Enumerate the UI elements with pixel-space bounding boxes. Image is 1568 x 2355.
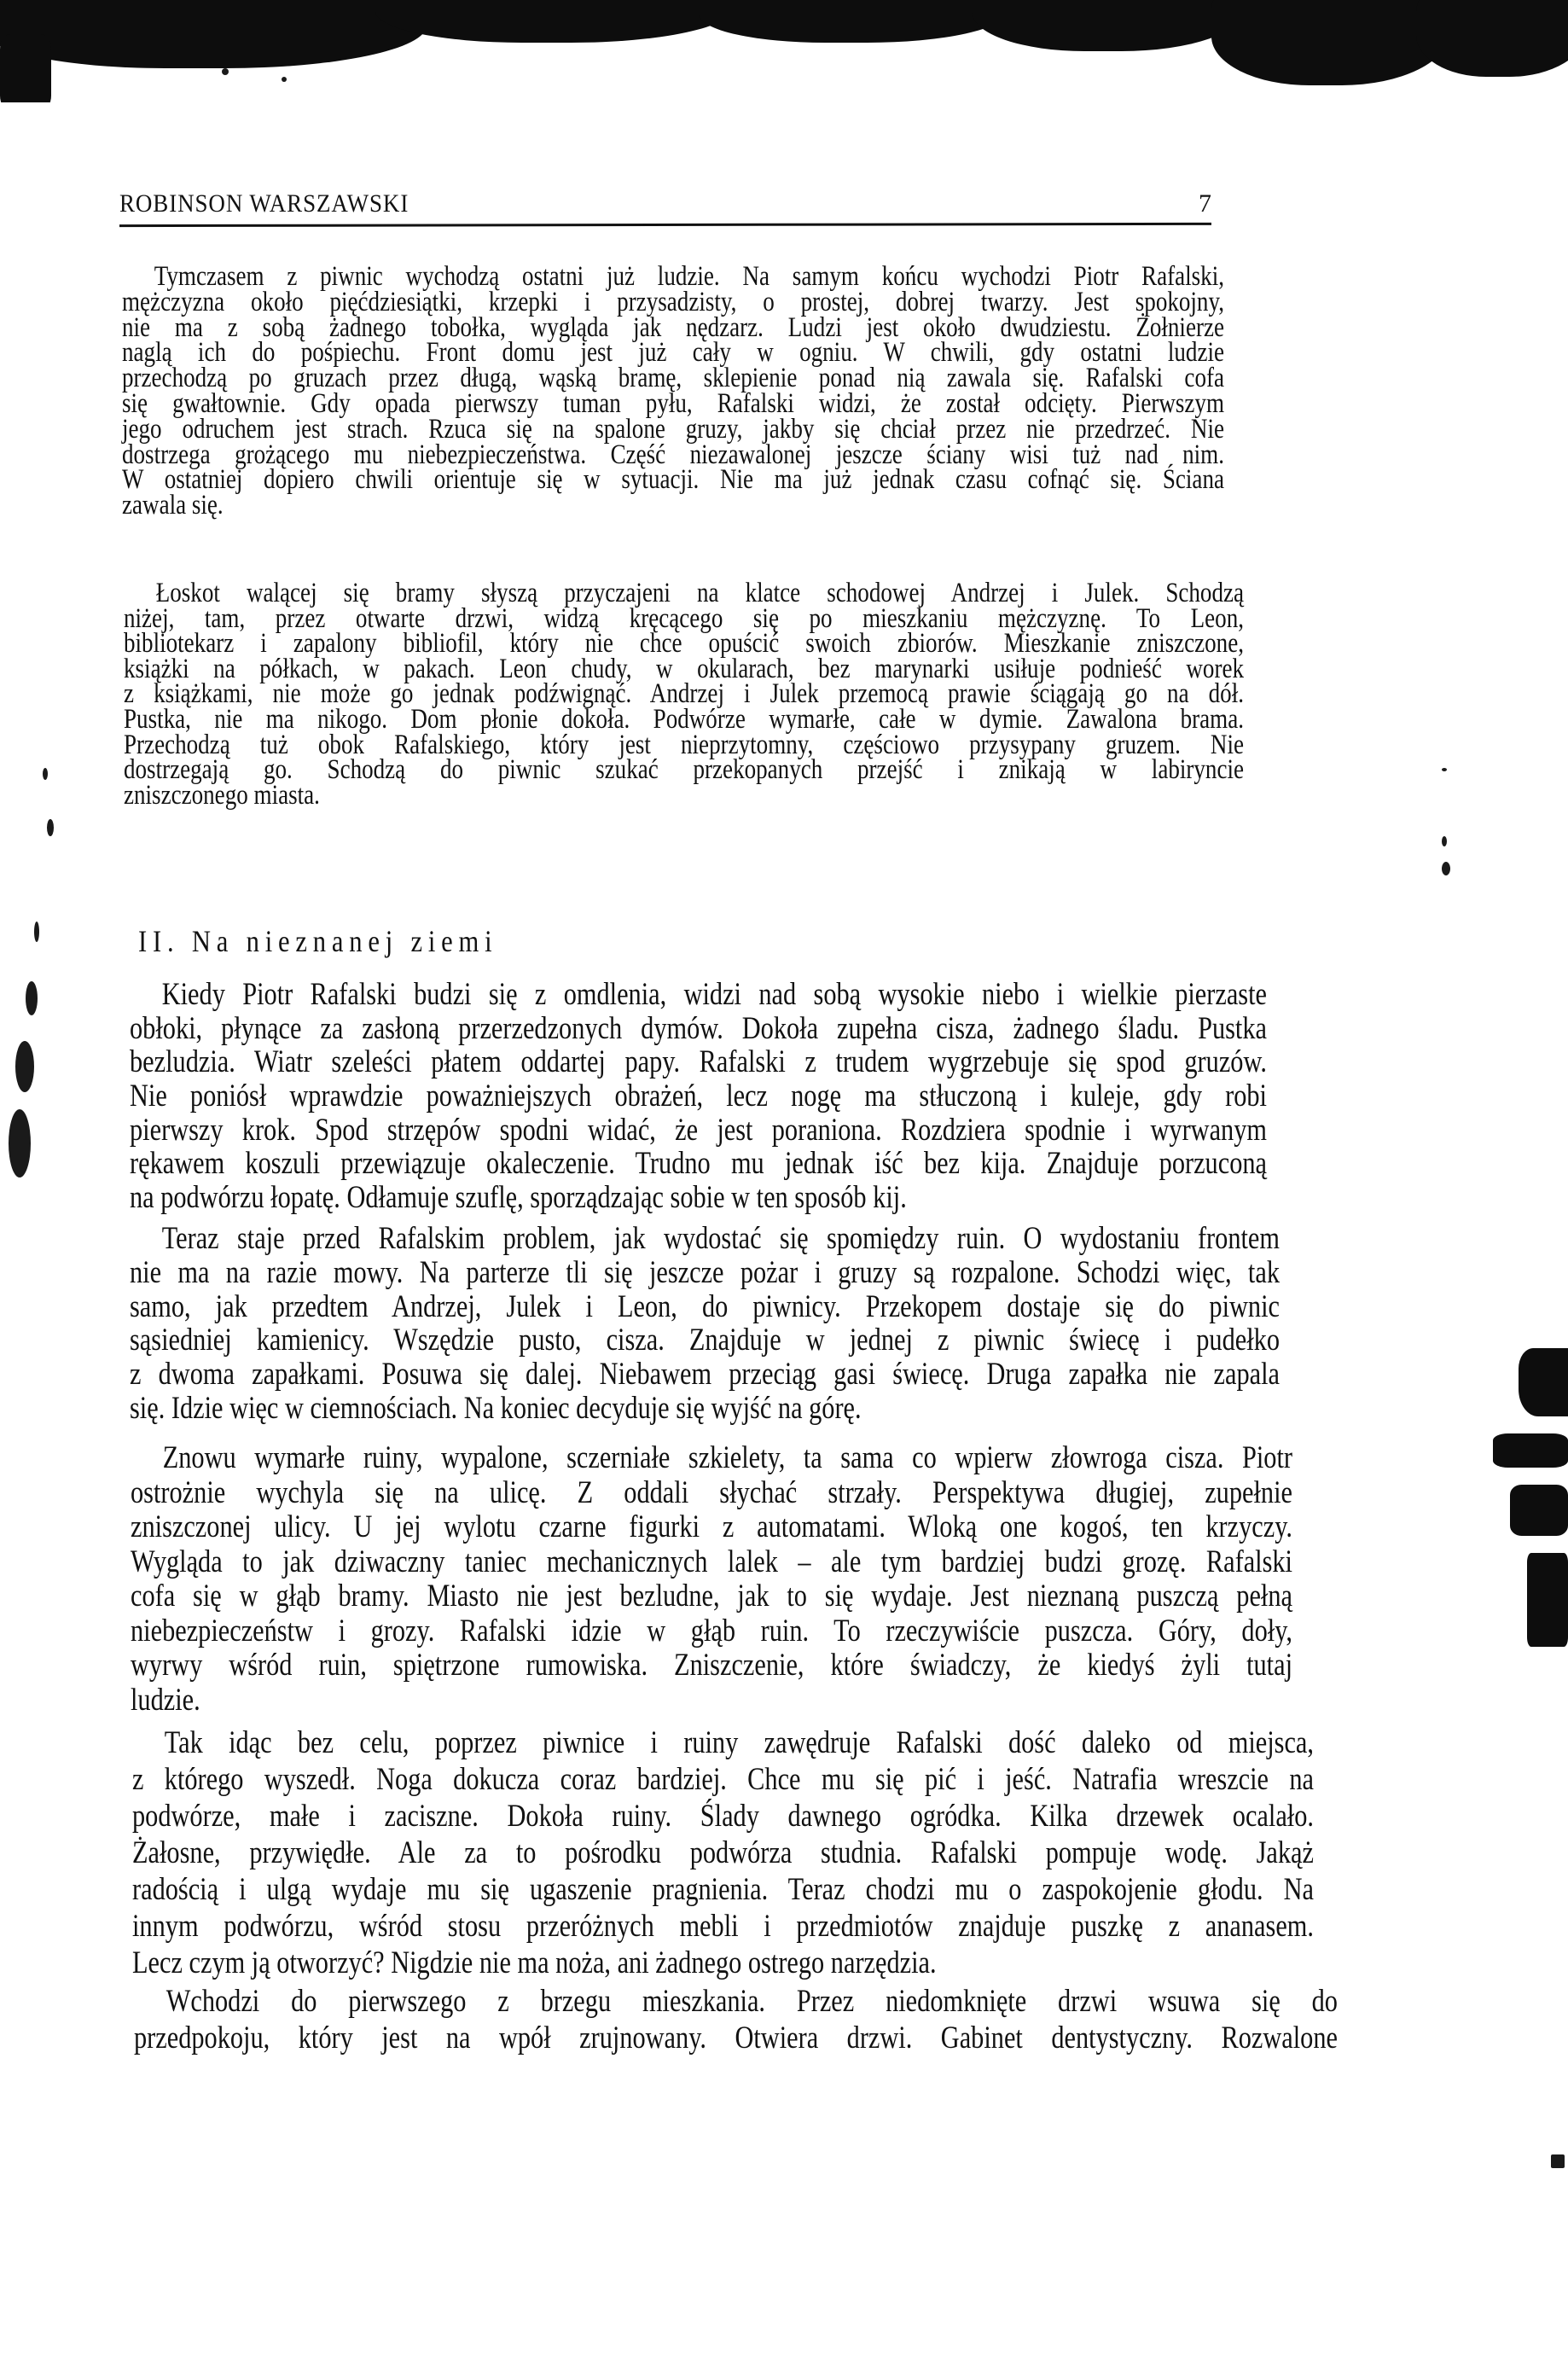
text-line: nie ma z sobą żadnego tobołka, wygląda jak nędzarz. Ludzi jest około dwudziestu. Żołnierze: [122, 311, 1224, 343]
text-line: bezludzia. Wiatr szeleści płatem oddartej papy. Rafalski z trudem wygrzebuje się spod gruzów.: [130, 1044, 1267, 1080]
chapter-heading: II. Na nieznanej ziemi: [138, 924, 498, 958]
text-line: Wchodzi do pierwszego z brzegu mieszkania. Przez niedomknięte drzwi wsuwa się do: [166, 1984, 1338, 2019]
text-line: wyrwy wśród ruin, spiętrzone rumowiska. Zniszczenie, które świadczy, że kiedyś żyli tutaj: [131, 1648, 1292, 1683]
text-line: Nie poniósł wprawdzie poważniejszych obrażeń, lecz nogę ma stłuczoną i kuleje, gdy robi: [130, 1079, 1267, 1114]
text-line: Tymczasem z piwnic wychodzą ostatni już ludzie. Na samym końcu wychodzi Piotr Rafalski,: [154, 261, 1224, 292]
paragraph: [130, 1222, 1532, 1426]
paragraph: [124, 578, 1490, 811]
text-line: samo, jak przedtem Andrzej, Julek i Leon, do piwnicy. Przekopem dostaje się do piwnic: [130, 1288, 1280, 1324]
text-line: Kiedy Piotr Rafalski budzi się z omdlenia, widzi nad sobą wysokie niebo i wielkie pierzaste: [161, 977, 1267, 1012]
text-line: innym podwórzu, wśród stosu przeróżnych mebli i przedmiotów znajduje puszkę z ananasem.: [132, 1909, 1314, 1944]
text-line: niżej, tam, przez otwarte drzwi, widzą kręcącego się po mieszkaniu mężczyznę. To Leon,: [124, 602, 1244, 634]
text-line: Tak idąc bez celu, poprzez piwnice i ruiny zawędruje Rafalski dość daleko od miejsca,: [164, 1725, 1314, 1760]
text-line: podwórze, małe i zaciszne. Dokoła ruiny. Ślady dawnego ogródka. Kilka drzewek ocalało.: [132, 1799, 1314, 1834]
text-line: jego odruchem jest strach. Rzuca się na spalone gruzy, jakby się chciał przez nie przedrzeć. Nie: [122, 413, 1224, 445]
text-line: zniszczonego miasta.: [124, 779, 320, 811]
paragraph: [134, 1983, 1568, 2056]
text-line: przechodzą po gruzach przez długą, wąską bramę, sklepienie ponad nią zawala się. Rafalski cofa: [122, 363, 1224, 394]
text-line: dostrzegają go. Schodzą do piwnic szukać przekopanych przejść i znikają w labiryncie: [124, 754, 1244, 786]
text-line: z dwoma zapałkami. Posuwa się dalej. Niebawem przeciąg gasi świecę. Druga zapałka nie zapala: [130, 1357, 1280, 1393]
text-line: zawala się.: [122, 490, 224, 521]
paragraph: [130, 978, 1517, 1215]
text-line: Teraz staje przed Rafalskim problem, jak wydostać się spomiędzy ruin. O wydostaniu frontem: [161, 1221, 1280, 1256]
text-line: zniszczonej ulicy. U jej wylotu czarne figurki z automatami. Wloką one kogoś, ten krzyczy.: [131, 1509, 1292, 1544]
text-line: Łoskot walącej się bramy słyszą przyczajeni na klatce schodowej Andrzej i Julek. Schodzą: [155, 578, 1244, 608]
text-line: bibliotekarz i zapalony bibliofil, który nie chce opuścić swoich zbiorów. Mieszkanie zniszczone,: [124, 628, 1244, 660]
text-line: Znowu wymarłe ruiny, wypalone, sczerniałe szkielety, ta sama co wpierw złowroga cisza. Piotr: [162, 1440, 1292, 1475]
text-line: przedpokoju, który jest na wpół zrujnowany. Otwiera drzwi. Gabinet dentystyczny. Rozwalone: [134, 2021, 1338, 2056]
text-line: Żałosne, przywiędłe. Ale za to pośrodku podwórza studnia. Rafalski pompuje wodę. Jakąż: [132, 1835, 1314, 1870]
text-line: ludzie.: [131, 1682, 200, 1718]
text-line: ostrożnie wychyla się na ulicę. Z oddali słychać strzały. Perspektywa długiej, zupełnie: [131, 1474, 1292, 1510]
text-line: z książkami, nie może go jednak podźwignąć. Andrzej i Julek przemocą prawie ściągają go na dół.: [124, 678, 1244, 710]
scan-top-dark-band: [0, 0, 1568, 102]
text-line: naglą ich do pośpiechu. Front domu jest już cały w ogniu. W chwili, gdy ostatni ludzie: [122, 337, 1224, 369]
text-line: się gwałtownie. Gdy opada pierwszy tuman pyłu, Rafalski widzi, że został odcięty. Pierwszym: [122, 387, 1224, 419]
text-line: cofa się w głąb bramy. Miasto nie jest bezludne, jak to się wydaje. Jest nieznaną puszczą pełną: [131, 1579, 1292, 1614]
paragraph: [122, 261, 1466, 521]
paragraph: [131, 1441, 1548, 1718]
text-line: Wygląda to jak dziwaczny taniec mechanicznych lalek – ale tym bardziej budzi grozę. Rafalski: [131, 1544, 1292, 1579]
text-line: książki na półkach, w pakach. Leon chudy, w okularach, bez marynarki usiłuje podnieść worek: [124, 653, 1244, 684]
text-line: niebezpieczeństw i grozy. Rafalski idzie w głąb ruin. To rzeczywiście puszcza. Góry, doły,: [131, 1613, 1292, 1648]
text-line: nie ma na razie mowy. Na parterze tli się jeszcze pożar i gruzy są rozpalone. Schodzi więc, tak: [130, 1254, 1280, 1290]
text-line: obłoki, płynące za zasłoną przerzedzonych dymów. Dokoła zupełna cisza, żadnego śladu. Pustka: [130, 1010, 1267, 1046]
text-line: pierwszy krok. Spod strzępów spodni widać, że jest poraniona. Rozdziera spodnie i wyrwanym: [130, 1112, 1267, 1148]
text-line: sąsiedniej kamienicy. Wszędzie pusto, cisza. Znajduje w jednej z piwnic świecę i pudełko: [130, 1323, 1280, 1358]
text-line: mężczyzna około pięćdziesiątki, krzepki i przysadzisty, o prostej, dobrej twarzy. Jest spokojny,: [122, 286, 1224, 317]
running-header: [119, 189, 1211, 224]
text-line: dostrzega grożącego mu niebezpieczeństwa. Część niezawalonej jeszcze ściany wisi tuż nad nim.: [122, 439, 1224, 470]
text-line: radością i ulgą wydaje mu się ugaszenie pragnienia. Teraz chodzi mu o zaspokojenie głodu. Na: [132, 1872, 1314, 1907]
page-number: 7: [1199, 189, 1211, 218]
text-line: się. Idzie więc w ciemnościach. Na koniec decyduje się wyjść na górę.: [130, 1390, 862, 1426]
running-title: ROBINSON WARSZAWSKI: [119, 189, 409, 218]
text-line: W ostatniej dopiero chwili orientuje się w sytuacji. Nie ma już jednak czasu cofnąć się. Ściana: [122, 464, 1224, 496]
text-line: Lecz czym ją otworzyć? Nigdzie nie ma noża, ani żadnego ostrego narzędzia.: [132, 1945, 937, 1980]
text-line: z którego wyszedł. Noga dokucza coraz bardziej. Chce mu się pić i jeść. Natrafia wreszcie na: [132, 1762, 1314, 1797]
paragraph: [132, 1724, 1568, 1981]
text-line: rękawem koszuli przewiązuje okaleczenie. Trudno mu jednak iść bez kija. Znajduje porzuconą: [130, 1146, 1267, 1182]
text-line: Pustka, nie ma nikogo. Dom płonie dokoła. Podwórze wymarłe, całe w dymie. Zawalona brama.: [124, 703, 1244, 735]
text-line: na podwórzu łopatę. Odłamuje szuflę, sporządzając sobie w ten sposób kij.: [130, 1180, 907, 1216]
text-line: Przechodzą tuż obok Rafalskiego, który jest nieprzytomny, częściowo przysypany gruzem. Nie: [124, 729, 1244, 760]
